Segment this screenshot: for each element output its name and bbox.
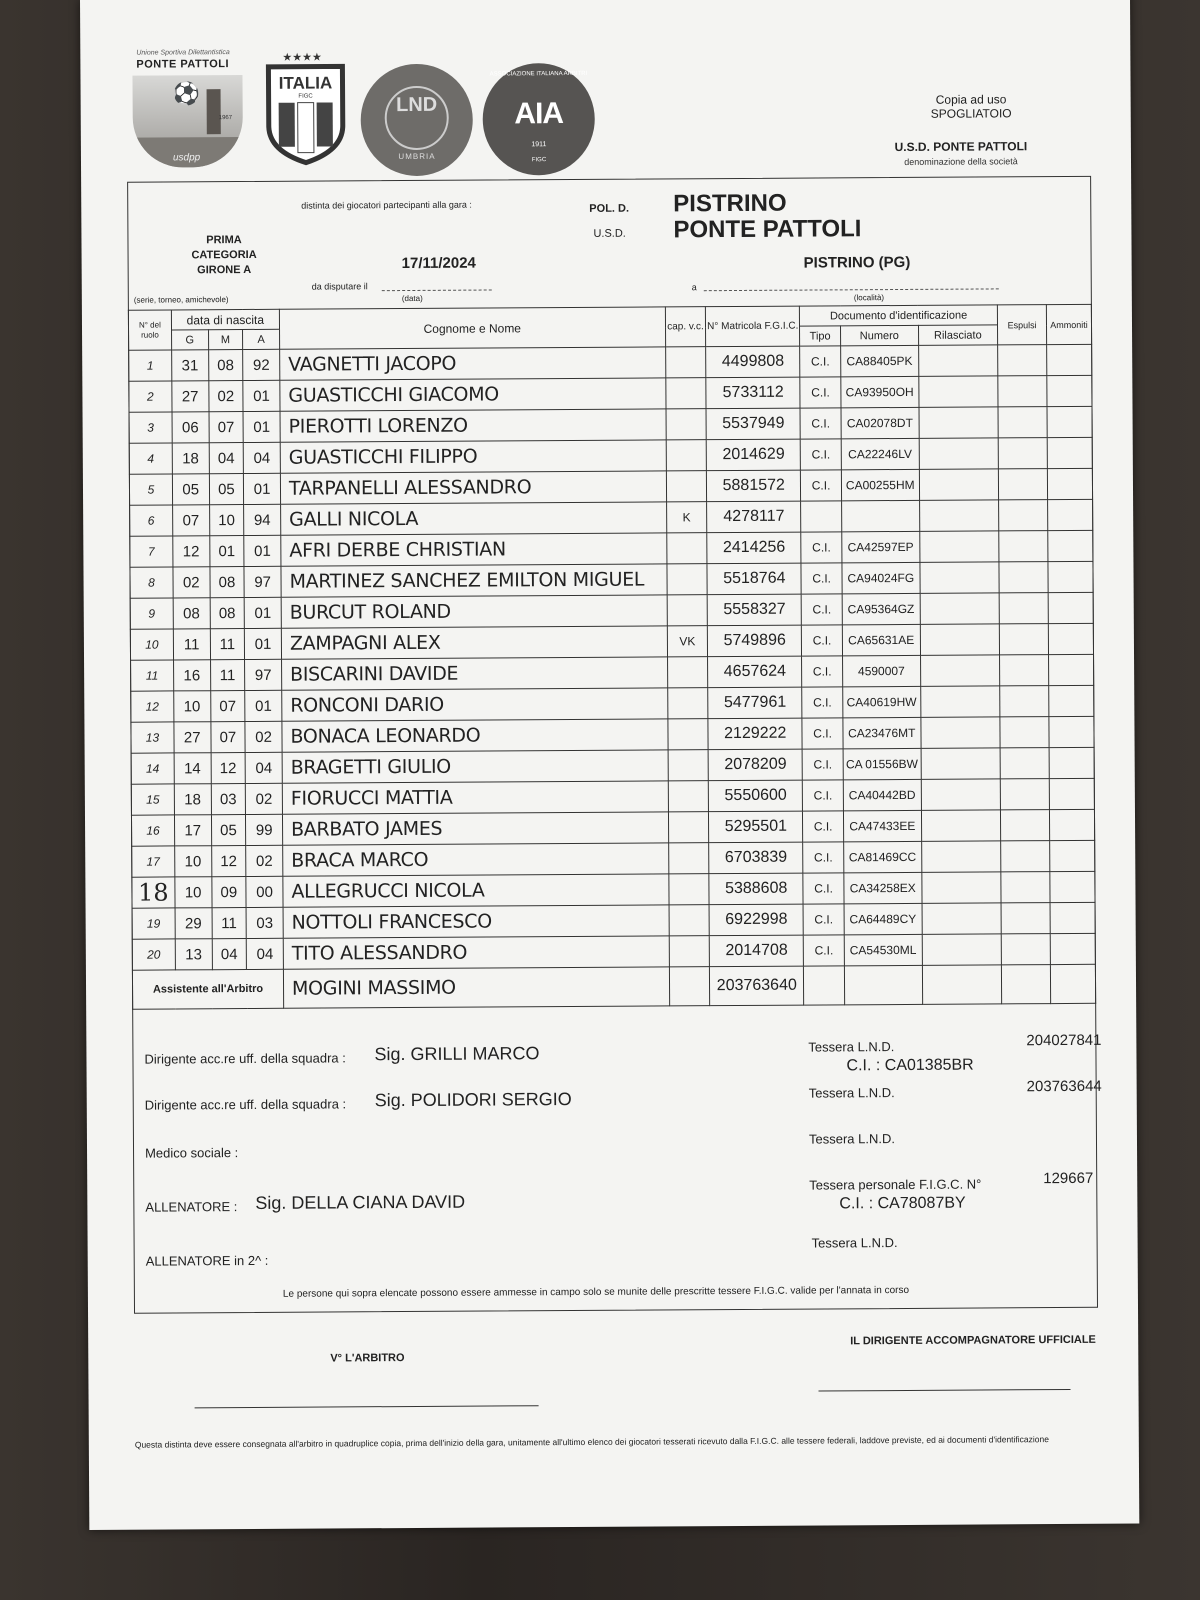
doc-issuer [920, 717, 1000, 748]
lnd-umbria-badge: LND UMBRIA [360, 64, 473, 177]
player-number: 15 [131, 784, 174, 815]
dirigente1-tessera: 204027841 [1026, 1031, 1102, 1050]
expelled [999, 500, 1048, 531]
doc-issuer [921, 810, 1001, 841]
booked [1047, 344, 1092, 375]
captain-mark [665, 378, 706, 409]
doc-number: CA94024FG [842, 562, 920, 593]
player-name: PIEROTTI LORENZO [280, 409, 666, 442]
club-logo: Unione Sportiva Dilettantistica PONTE PATTOLI ⚽ usdpp 1967 [132, 49, 248, 175]
birth-day: 07 [172, 505, 209, 536]
expelled [999, 593, 1048, 624]
doc-issuer [918, 376, 998, 407]
doc-issuer [922, 934, 1002, 965]
player-name: RONCONI DARIO [282, 688, 668, 721]
birth-year: 01 [243, 380, 280, 411]
player-number: 20 [132, 939, 175, 970]
birth-year: 97 [245, 659, 282, 690]
header-logos [132, 46, 673, 179]
birth-day: 27 [172, 381, 209, 412]
birth-year: 02 [245, 721, 282, 752]
doc-issuer [921, 779, 1001, 810]
disputare-label: da disputare il [311, 281, 368, 292]
player-number: 5 [129, 474, 172, 505]
player-number: 19 [132, 908, 175, 939]
player-name: ALLEGRUCCI NICOLA [283, 874, 669, 907]
match-location: PISTRINO (PG) [803, 253, 911, 272]
match-date: 17/11/2024 [401, 254, 476, 273]
matricola: 5537949 [706, 408, 800, 440]
booked [1049, 685, 1094, 716]
captain-mark [669, 936, 710, 967]
expelled [998, 345, 1047, 376]
doc-issuer [922, 903, 1002, 934]
doc-issuer [921, 841, 1001, 872]
player-name: VAGNETTI JACOPO [280, 347, 666, 380]
italia-figc-shield-icon [260, 50, 351, 166]
birth-month: 04 [212, 939, 247, 970]
expelled [999, 624, 1048, 655]
doc-type: C.I. [802, 780, 843, 811]
player-name: BRAGETTI GIULIO [282, 750, 668, 783]
expelled [999, 531, 1048, 562]
expelled [1000, 655, 1049, 686]
birth-month: 02 [208, 381, 243, 412]
player-number: 12 [131, 691, 174, 722]
player-number: 10 [130, 629, 173, 660]
dirigente1-name: Sig. GRILLI MARCO [374, 1043, 540, 1065]
booked [1049, 716, 1094, 747]
allenatore-ci: C.I. : CA78087BY [839, 1194, 966, 1213]
matricola: 5733112 [706, 377, 800, 409]
doc-type: C.I. [803, 873, 844, 904]
doc-type: C.I. [800, 439, 841, 470]
booked [1050, 902, 1095, 933]
doc-type: C.I. [801, 532, 842, 563]
doc-type: C.I. [803, 811, 844, 842]
player-name: GALLI NICOLA [281, 502, 667, 535]
player-number: 1 [129, 350, 172, 381]
captain-mark [668, 750, 709, 781]
birth-month: 10 [209, 505, 244, 536]
footer-note: Questa distinta deve essere consegnata all'arbitro in quadruplice copia, prima dell'inizio della gara, unitamente all'ultimo elenco dei giocatori tesserati ricevuto dalla F.I.G.C. alle tessere federali, laddove previste, ed ai documenti d'identificazione [134, 1434, 1049, 1450]
captain-mark [666, 471, 707, 502]
birth-day: 11 [173, 629, 210, 660]
doc-type: C.I. [802, 625, 843, 656]
birth-month: 01 [209, 536, 244, 567]
allenatore2-label: ALLENATORE in 2^ : [145, 1252, 269, 1269]
birth-day: 27 [174, 722, 211, 753]
birth-year: 97 [244, 566, 281, 597]
booked [1048, 561, 1093, 592]
captain-mark [667, 657, 708, 688]
birth-day: 10 [174, 691, 211, 722]
expelled [1000, 686, 1049, 717]
dirigente2-tessera: 203763644 [1026, 1077, 1102, 1096]
club-crest-script: usdpp [172, 152, 201, 164]
assistant-matricola: 203763640 [710, 966, 804, 1006]
arbitro-signature-line [195, 1405, 539, 1408]
player-number: 4 [129, 443, 172, 474]
doc-type: C.I. [801, 563, 842, 594]
doc-number: CA65631AE [842, 624, 920, 655]
booked [1047, 437, 1092, 468]
birth-day: 14 [174, 753, 211, 784]
away-team: PONTE PATTOLI [673, 215, 862, 244]
birth-day: 08 [173, 598, 210, 629]
matricola: 2078209 [708, 749, 802, 781]
away-prefix: U.S.D. [593, 227, 626, 240]
club-crest-image: ⚽ usdpp 1967 [132, 75, 243, 168]
expelled [998, 407, 1047, 438]
allenatore-name: Sig. DELLA CIANA DAVID [255, 1191, 466, 1213]
expelled [1001, 903, 1050, 934]
matricola: 5881572 [707, 470, 801, 502]
svg-text:ITALIA: ITALIA [278, 73, 333, 93]
birth-year: 00 [246, 876, 283, 907]
captain-mark [666, 440, 707, 471]
doc-number: CA54530ML [844, 934, 922, 965]
birth-year: 01 [244, 473, 281, 504]
captain-mark [666, 409, 707, 440]
copy-notice: Copia ad uso SPOGLIATOIO [930, 92, 1012, 121]
player-number: 6 [130, 505, 173, 536]
dirigente-signature-label: IL DIRIGENTE ACCOMPAGNATORE UFFICIALE [850, 1333, 1096, 1348]
doc-number: CA02078DT [841, 407, 919, 438]
matricola: 5558327 [708, 594, 802, 626]
matricola: 6703839 [709, 842, 803, 874]
expelled [1000, 779, 1049, 810]
player-name: BISCARINI DAVIDE [281, 657, 667, 690]
matricola: 2014708 [710, 935, 804, 967]
doc-number: CA22246LV [841, 438, 919, 469]
distinta-label: distinta dei giocatori partecipanti alla gara : [301, 199, 472, 211]
captain-mark [667, 719, 708, 750]
matricola: 5749896 [708, 625, 802, 657]
player-number: 2 [129, 381, 172, 412]
expelled [998, 469, 1047, 500]
birth-month: 08 [208, 350, 243, 381]
doc-type: C.I. [802, 656, 843, 687]
birth-month: 08 [210, 567, 245, 598]
birth-day: 10 [175, 846, 212, 877]
allenatore-tessera-label: Tessera personale F.I.G.C. N° [809, 1176, 982, 1193]
matricola: 5295501 [709, 811, 803, 843]
captain-mark [668, 781, 709, 812]
matricola: 2414256 [707, 532, 801, 564]
doc-type: C.I. [802, 718, 843, 749]
birth-year: 04 [243, 442, 280, 473]
assistant-name: MOGINI MASSIMO [283, 967, 669, 1008]
doc-type: C.I. [802, 749, 843, 780]
player-number: 17 [132, 846, 175, 877]
player-name: BURCUT ROLAND [281, 595, 667, 628]
player-name: ZAMPAGNI ALEX [281, 626, 667, 659]
birth-day: 12 [173, 536, 210, 567]
birth-month: 03 [211, 784, 246, 815]
doc-issuer [921, 748, 1001, 779]
doc-number: CA81469CC [844, 841, 922, 872]
serie-caption: (serie, torneo, amichevole) [133, 295, 229, 305]
birth-month: 05 [211, 815, 246, 846]
player-name: AFRI DERBE CHRISTIAN [281, 533, 667, 566]
captain-mark [667, 564, 708, 595]
matricola: 4499808 [706, 346, 800, 378]
player-number: 16 [131, 815, 174, 846]
player-name: GUASTICCHI GIACOMO [280, 378, 666, 411]
doc-issuer [919, 407, 999, 438]
captain-mark [668, 812, 709, 843]
doc-number: CA00255HM [841, 469, 919, 500]
booked [1050, 871, 1095, 902]
birth-day: 05 [172, 474, 209, 505]
birth-day: 18 [174, 784, 211, 815]
society-name: U.S.D. PONTE PATTOLI [894, 139, 1028, 155]
expelled [1001, 872, 1050, 903]
player-name: TITO ALESSANDRO [283, 936, 669, 969]
medico-tessera-label: Tessera L.N.D. [808, 1131, 896, 1147]
player-name: BARBATO JAMES [282, 812, 668, 845]
birth-year: 01 [243, 411, 280, 442]
doc-type: C.I. [800, 346, 841, 377]
birth-day: 31 [171, 350, 208, 381]
player-number: 7 [130, 536, 173, 567]
localita-caption: (località) [853, 293, 885, 303]
doc-type: C.I. [800, 408, 841, 439]
doc-type [801, 501, 842, 532]
svg-text:FIGC: FIGC [298, 93, 313, 100]
birth-day: 06 [172, 412, 209, 443]
player-number: 13 [131, 722, 174, 753]
booked [1048, 499, 1093, 530]
birth-year: 01 [245, 690, 282, 721]
captain-mark [666, 533, 707, 564]
player-number: 11 [131, 660, 174, 691]
dirigente2-label: Dirigente acc.re uff. della squadra : [144, 1096, 347, 1113]
doc-type: C.I. [801, 594, 842, 625]
birth-month: 07 [210, 722, 245, 753]
birth-year: 01 [244, 535, 281, 566]
dirigente1-label: Dirigente acc.re uff. della squadra : [144, 1050, 346, 1067]
allenatore-tessera: 129667 [1043, 1169, 1094, 1188]
player-number: 18 [132, 877, 175, 908]
birth-year: 01 [245, 628, 282, 659]
birth-year: 02 [246, 783, 283, 814]
birth-year: 99 [246, 814, 283, 845]
birth-month: 07 [210, 691, 245, 722]
svg-text:★★★★: ★★★★ [282, 51, 322, 64]
doc-number: CA 01556BW [843, 748, 921, 779]
booked [1050, 840, 1095, 871]
doc-type: C.I. [801, 470, 842, 501]
booked [1047, 375, 1092, 406]
captain-mark [668, 843, 709, 874]
doc-issuer [920, 593, 1000, 624]
captain-mark: K [666, 502, 707, 533]
matricola: 5518764 [707, 563, 801, 595]
expelled [1001, 810, 1050, 841]
doc-number: CA40619HW [843, 686, 921, 717]
doc-number: CA93950OH [841, 376, 919, 407]
doc-type: C.I. [803, 935, 844, 966]
players-table [128, 304, 1096, 1010]
captain-mark: VK [667, 626, 708, 657]
birth-month: 11 [210, 660, 245, 691]
matricola: 2129222 [708, 718, 802, 750]
booked [1048, 623, 1093, 654]
matricola: 5477961 [708, 687, 802, 719]
category: PRIMA CATEGORIA GIRONE A [191, 234, 257, 277]
dirigente1-tessera-label: Tessera L.N.D. [808, 1039, 895, 1055]
doc-type: C.I. [802, 687, 843, 718]
player-name: FIORUCCI MATTIA [282, 781, 668, 814]
doc-number: CA64489CY [844, 903, 922, 934]
doc-issuer [920, 624, 1000, 655]
doc-number [842, 500, 920, 531]
birth-day: 02 [173, 567, 210, 598]
birth-day: 29 [175, 908, 212, 939]
allenatore2-tessera-label: Tessera L.N.D. [811, 1235, 898, 1251]
doc-number: CA88405PK [841, 345, 919, 376]
player-number: 3 [129, 412, 172, 443]
dirigente2-name: Sig. POLIDORI SERGIO [374, 1089, 572, 1111]
expelled [999, 562, 1048, 593]
birth-day: 10 [175, 877, 212, 908]
assistant-row: Assistente all'Arbitro MOGINI MASSIMO 203763640 [132, 964, 1095, 1009]
captain-mark [667, 595, 708, 626]
expelled [1000, 717, 1049, 748]
captain-mark [665, 347, 706, 378]
doc-issuer [919, 562, 999, 593]
booked [1049, 778, 1094, 809]
player-name: NOTTOLI FRANCESCO [283, 905, 669, 938]
doc-number: CA23476MT [843, 717, 921, 748]
booked [1048, 530, 1093, 561]
birth-day: 13 [175, 939, 212, 970]
matricola: 6922998 [709, 904, 803, 936]
data-caption: (data) [401, 293, 423, 304]
birth-year: 92 [243, 349, 280, 380]
matricola: 4278117 [707, 501, 801, 533]
staff-note: Le persone qui sopra elencate possono essere ammesse in campo solo se munite delle prescritte tessere F.I.G.C. valide per l'annata in corso [282, 1284, 910, 1300]
dirigente-signature-line [819, 1389, 1071, 1392]
a-label: a [691, 282, 697, 293]
doc-issuer [920, 655, 1000, 686]
home-prefix: POL. D. [589, 202, 630, 215]
player-name: GUASTICCHI FILIPPO [280, 440, 666, 473]
doc-type: C.I. [803, 904, 844, 935]
booked [1049, 747, 1094, 778]
birth-month: 12 [211, 753, 246, 784]
aia-badge: ASSOCIAZIONE ITALIANA ARBITRI AIA 1911 FIGC [482, 63, 595, 176]
dirigente2-tessera-label: Tessera L.N.D. [808, 1085, 895, 1101]
expelled [1001, 841, 1050, 872]
home-team: PISTRINO [673, 189, 787, 218]
medico-label: Medico sociale : [144, 1145, 239, 1161]
doc-issuer [919, 500, 999, 531]
matricola: 5550600 [709, 780, 803, 812]
player-name: BONACA LEONARDO [282, 719, 668, 752]
expelled [1000, 748, 1049, 779]
doc-issuer [921, 872, 1001, 903]
player-number: 8 [130, 567, 173, 598]
captain-mark [667, 688, 708, 719]
doc-number: CA42597EP [842, 531, 920, 562]
player-name: BRACA MARCO [283, 843, 669, 876]
player-number: 9 [130, 598, 173, 629]
player-silhouette-icon: ⚽ [172, 81, 201, 107]
birth-month: 12 [211, 846, 246, 877]
birth-day: 18 [172, 443, 209, 474]
player-number: 14 [131, 753, 174, 784]
booked [1050, 933, 1095, 964]
booked [1047, 468, 1092, 499]
dirigente1-ci: C.I. : CA01385BR [846, 1056, 974, 1075]
player-name: MARTINEZ SANCHEZ EMILTON MIGUEL [281, 564, 667, 597]
society-caption: denominazione della società [904, 156, 1018, 167]
birth-day: 16 [173, 660, 210, 691]
expelled [998, 376, 1047, 407]
doc-issuer [920, 686, 1000, 717]
birth-year: 94 [244, 504, 281, 535]
expelled [998, 438, 1047, 469]
birth-year: 04 [245, 752, 282, 783]
birth-year: 03 [246, 907, 283, 938]
captain-mark [669, 905, 710, 936]
matricola: 4657624 [708, 656, 802, 688]
birth-month: 11 [210, 629, 245, 660]
birth-month: 09 [211, 877, 246, 908]
expelled [1001, 934, 1050, 965]
booked [1047, 406, 1092, 437]
booked [1049, 654, 1094, 685]
allenatore-label: ALLENATORE : [145, 1199, 238, 1215]
doc-number: CA95364GZ [842, 593, 920, 624]
doc-issuer [919, 469, 999, 500]
doc-number: CA34258EX [844, 872, 922, 903]
match-sheet [80, 0, 1139, 1530]
matricola: 5388608 [709, 873, 803, 905]
doc-type: C.I. [803, 842, 844, 873]
birth-day: 17 [174, 815, 211, 846]
doc-number: CA40442BD [843, 779, 921, 810]
captain-mark [668, 874, 709, 905]
player-name: TARPANELLI ALESSANDRO [280, 471, 666, 504]
birth-year: 02 [246, 845, 283, 876]
birth-month: 07 [209, 412, 244, 443]
table-subheader-row: G M A Tipo Numero Rilasciato [129, 324, 1092, 350]
booked [1050, 809, 1095, 840]
doc-issuer [918, 345, 998, 376]
birth-year: 04 [246, 938, 283, 969]
matricola: 2014629 [707, 439, 801, 471]
doc-issuer [919, 438, 999, 469]
doc-number: 4590007 [843, 655, 921, 686]
birth-month: 11 [212, 908, 247, 939]
doc-issuer [919, 531, 999, 562]
table-header-row: N° del ruolo data di nascita Cognome e Nome cap. v.c. N° Matricola F.G.I.C. Documento d'identificazione Espulsi Ammoniti [128, 304, 1091, 330]
birth-year: 01 [244, 597, 281, 628]
birth-month: 04 [209, 443, 244, 474]
doc-number: CA47433EE [843, 810, 921, 841]
doc-type: C.I. [800, 377, 841, 408]
booked [1048, 592, 1093, 623]
birth-month: 08 [210, 598, 245, 629]
arbitro-label: V° L'ARBITRO [330, 1352, 405, 1365]
birth-month: 05 [209, 474, 244, 505]
